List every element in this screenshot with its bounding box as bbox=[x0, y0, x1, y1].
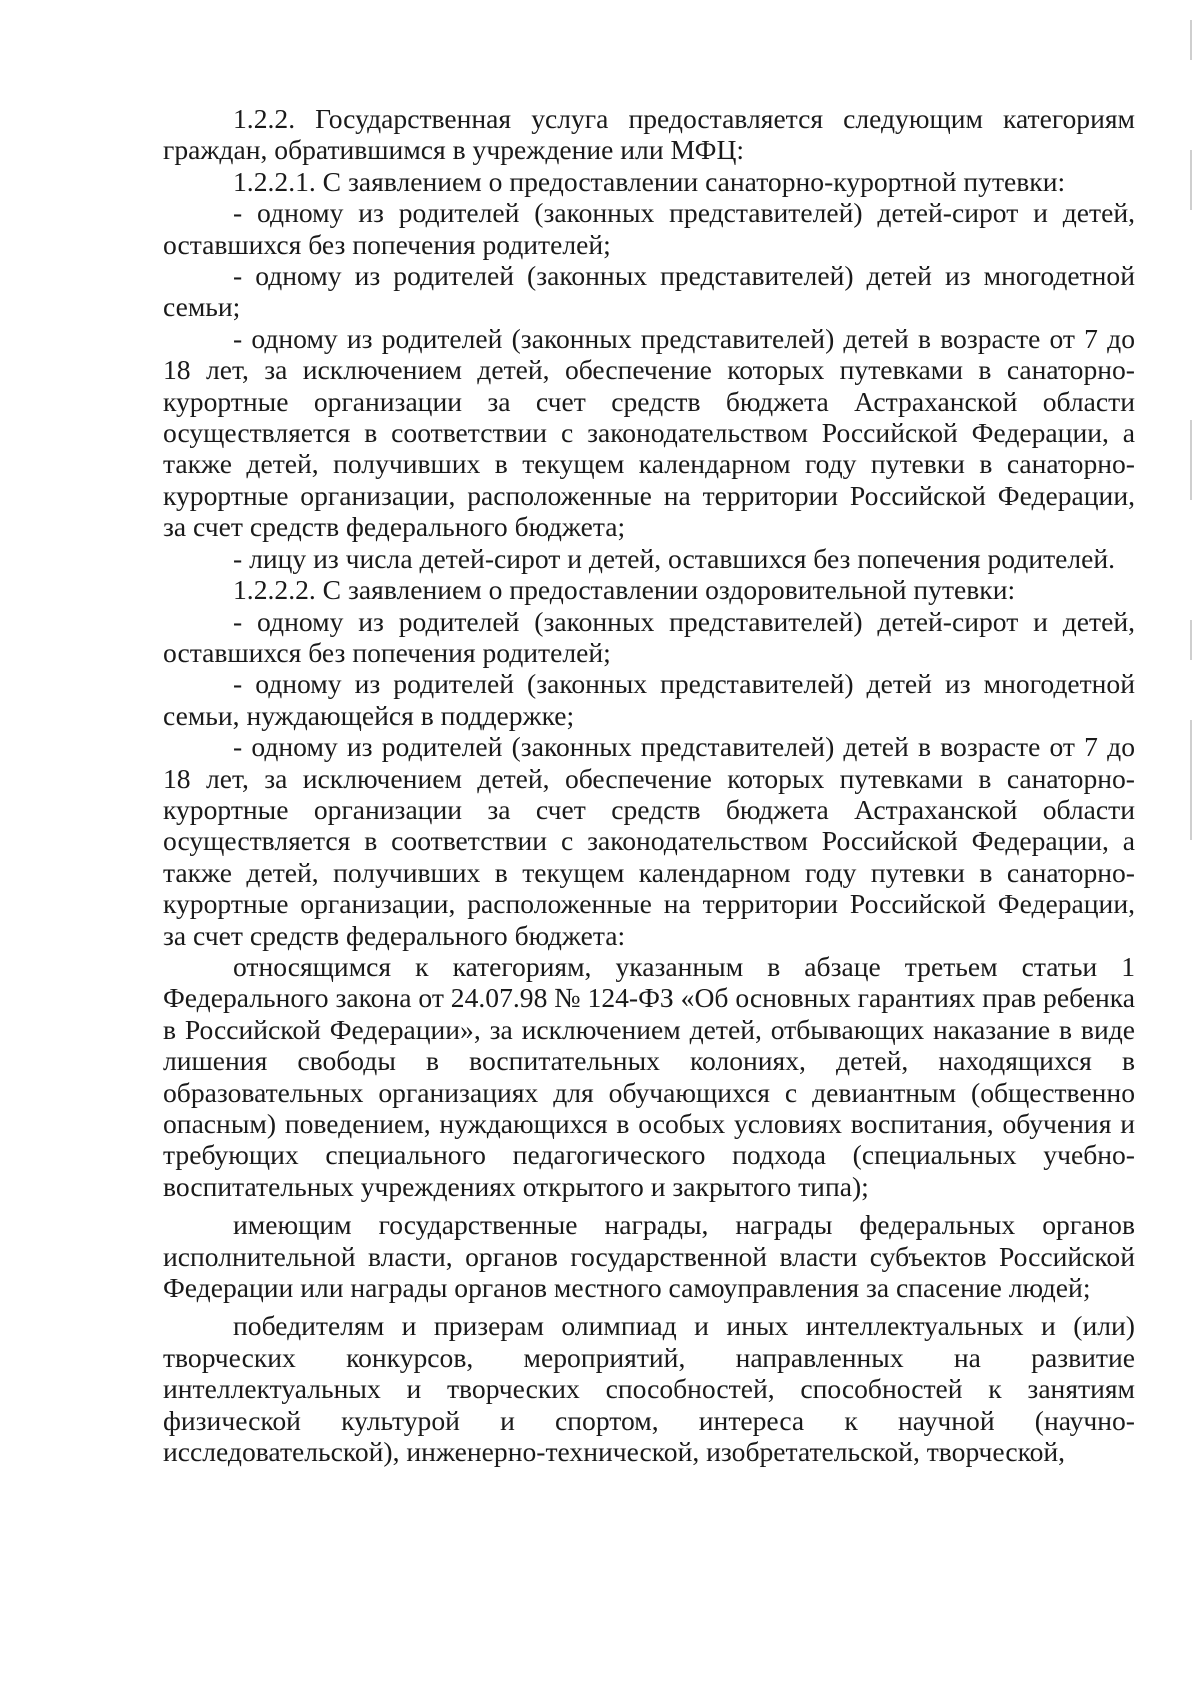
scan-edge-mark bbox=[1190, 720, 1192, 840]
paragraph-1-2-2-2: 1.2.2.2. С заявлением о предоставлении оздоровительной путевки: bbox=[233, 574, 1016, 606]
paragraph-1-2-2-1: 1.2.2.1. С заявлением о предоставлении санаторно-курортной путевки: bbox=[233, 165, 1066, 197]
scan-edge-mark bbox=[1190, 20, 1192, 60]
list-item-age-7-18-sanatorium: - одному из родителей (законных представителей) детей в возрасте от 7 до 18 лет, за исключением детей, обеспечение которых путевками в санаторно-курортные организации за счет средств бюджета Астраханской области осуществляется в соответствии с законодательством Российской Федерации, а также детей, получивших в текущем календарном году путевки в санаторно-курортные организации, расположенные на территории Российской Федерации, за счет средств федерального бюджета; bbox=[163, 322, 1135, 543]
list-item-orphans-health: - одному из родителей (законных представителей) детей-сирот и детей, оставшихся без попечения родителей; bbox=[163, 605, 1135, 668]
list-item-orphan-persons: - лицу из числа детей-сирот и детей, оставшихся без попечения родителей. bbox=[233, 542, 1116, 574]
paragraph-categories-federal-law: относящимся к категориям, указанным в абзаце третьем статьи 1 Федерального закона от 24.07.98 № 124-ФЗ «Об основных гарантиях прав ребенка в Российской Федерации», за исключением детей, отбывающих наказание в виде лишения свободы в воспитательных колониях, детей, находящихся в образовательных организациях для обучающихся с девиантным (общественно опасным) поведением, нуждающихся в особых условиях воспитания, обучения и требующих специального педагогического подхода (специальных учебно-воспитательных учреждениях открытого и закрытого типа); bbox=[163, 950, 1135, 1202]
document-body bbox=[163, 103, 1135, 1467]
list-item-orphans-sanatorium: - одному из родителей (законных представителей) детей-сирот и детей, оставшихся без попечения родителей; bbox=[163, 197, 1135, 260]
list-item-age-7-18-health: - одному из родителей (законных представителей) детей в возрасте от 7 до 18 лет, за исключением детей, обеспечение которых путевками в санаторно-курортные организации за счет средств бюджета Астраханской области осуществляется в соответствии с законодательством Российской Федерации, а также детей, получивших в текущем календарном году путевки в санаторно-курортные организации, расположенные на территории Российской Федерации, за счет средств федерального бюджета: bbox=[163, 731, 1135, 951]
scan-edge-mark bbox=[1190, 420, 1192, 500]
scan-edge-marks bbox=[1190, 0, 1192, 1696]
list-item-large-family-health: - одному из родителей (законных представителей) детей из многодетной семьи, нуждающейся в поддержке; bbox=[163, 668, 1135, 731]
scan-edge-mark bbox=[1190, 150, 1192, 210]
paragraph-state-awards: имеющим государственные награды, награды федеральных органов исполнительной власти, органов государственной власти субъектов Российской Федерации или награды органов местного самоуправления за спасение людей; bbox=[163, 1209, 1135, 1304]
scan-edge-mark bbox=[1190, 620, 1192, 660]
paragraph-olympiad-winners: победителям и призерам олимпиад и иных интеллектуальных и (или) творческих конкурсов, мероприятий, направленных на развитие интеллектуальных и творческих способностей, способностей к занятиям физической культурой и спортом, интереса к научной (научно-исследовательской), инженерно-технической, изобретательской, творческой, bbox=[163, 1310, 1135, 1468]
paragraph-1-2-2: 1.2.2. Государственная услуга предоставляется следующим категориям граждан, обратившимся в учреждение или МФЦ: bbox=[163, 103, 1135, 166]
list-item-large-family-sanatorium: - одному из родителей (законных представителей) детей из многодетной семьи; bbox=[163, 260, 1135, 323]
